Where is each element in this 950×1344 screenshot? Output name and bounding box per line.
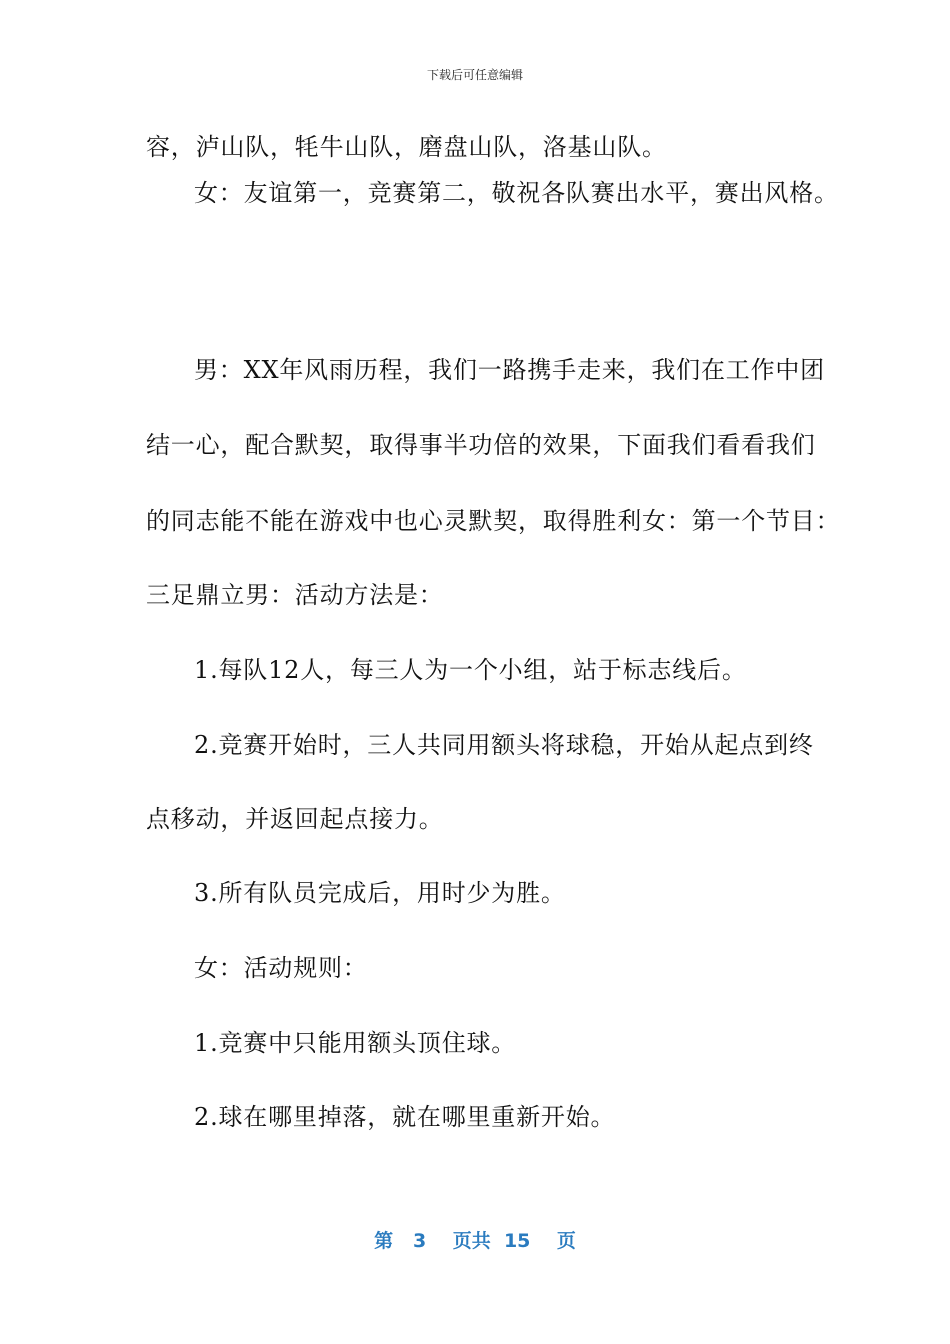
- paragraph-line-9: 点移动，并返回起点接力。: [146, 805, 444, 833]
- page-footer: [0, 1226, 950, 1253]
- paragraph-line-10: 3.所有队员完成后，用时少为胜。: [194, 879, 566, 907]
- paragraph-line-7: 1.每队12人，每三人为一个小组，站于标志线后。: [194, 656, 747, 684]
- footer-suffix: 页: [556, 1230, 576, 1252]
- paragraph-line-5: 的同志能不能在游戏中也心灵默契，取得胜利女：第一个节目：: [146, 507, 841, 535]
- paragraph-line-6: 三足鼎立男：活动方法是：: [146, 581, 444, 609]
- paragraph-line-8: 2.竞赛开始时，三人共同用额头将球稳，开始从起点到终: [194, 731, 814, 759]
- total-pages-number: 15: [503, 1230, 531, 1252]
- footer-prefix: 第: [374, 1230, 394, 1252]
- paragraph-line-4: 结一心，配合默契，取得事半功倍的效果，下面我们看看我们: [146, 431, 816, 459]
- page-header: 下载后可任意编辑: [426, 68, 523, 82]
- paragraph-line-11: 女：活动规则：: [194, 954, 368, 982]
- paragraph-line-1: 容，泸山队，牦牛山队，磨盘山队，洛基山队。: [146, 133, 667, 161]
- paragraph-line-2: 女：友谊第一，竞赛第二，敬祝各队赛出水平，赛出风格。: [194, 179, 839, 207]
- paragraph-line-12: 1.竞赛中只能用额头顶住球。: [194, 1029, 517, 1057]
- footer-middle: 页共: [452, 1230, 491, 1252]
- paragraph-line-3: 男：XX年风雨历程，我们一路携手走来，我们在工作中团: [194, 356, 825, 384]
- current-page-number: 3: [412, 1230, 427, 1252]
- paragraph-line-13: 2.球在哪里掉落，就在哪里重新开始。: [194, 1103, 616, 1131]
